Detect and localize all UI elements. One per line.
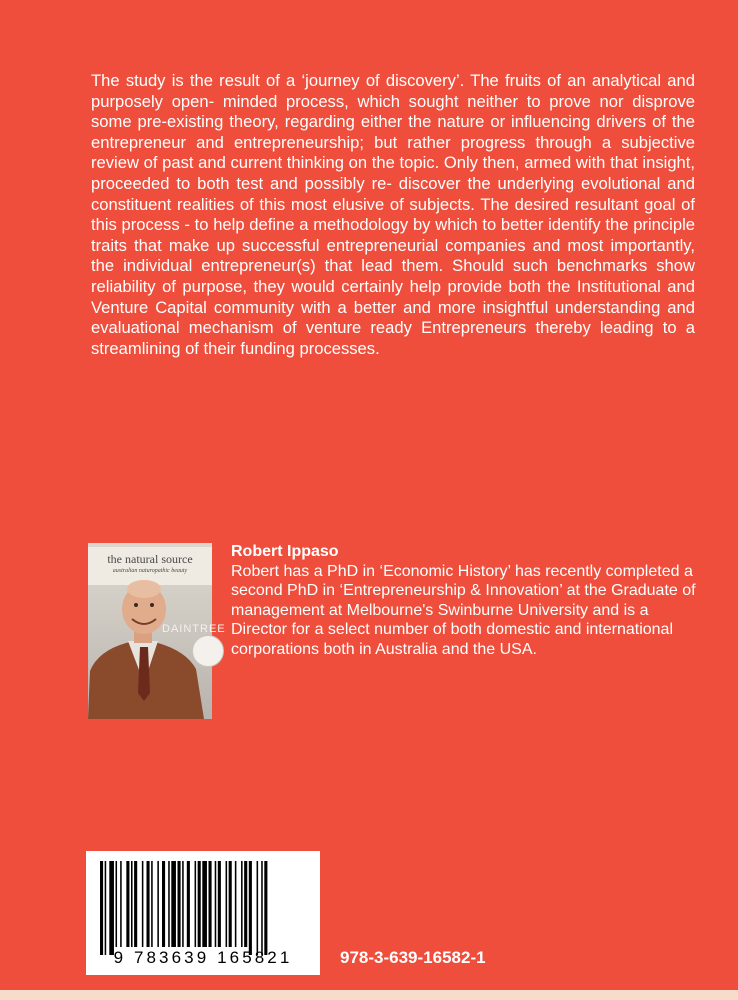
barcode-bar <box>261 861 263 955</box>
barcode-bar <box>182 861 184 947</box>
barcode-bar <box>109 861 114 955</box>
photo-sign-text: DAINTREE <box>162 623 226 635</box>
photo-banner-title: the natural source <box>107 552 193 566</box>
barcode-bar <box>116 861 118 947</box>
barcode-bar <box>142 861 144 947</box>
barcode-bar <box>171 861 176 947</box>
barcode-bar <box>151 861 153 947</box>
barcode-bar <box>249 861 252 955</box>
photo-banner-subtitle: australian naturopathic beauty <box>112 568 188 574</box>
barcode-bar <box>218 861 221 947</box>
barcode-bar <box>168 861 170 947</box>
barcode <box>86 851 320 975</box>
barcode-bar <box>209 861 212 947</box>
author-photo <box>88 543 226 719</box>
barcode-bar <box>131 861 133 947</box>
barcode-bar <box>235 861 237 947</box>
barcode-bar <box>198 861 201 947</box>
barcode-bar <box>241 861 243 947</box>
barcode-bar <box>257 861 259 955</box>
barcode-bar <box>244 861 247 947</box>
barcode-digits: 9 783639 165821 <box>113 948 293 967</box>
isbn-number: 978-3-639-16582-1 <box>340 948 486 967</box>
barcode-bar <box>126 861 129 947</box>
author-figure <box>88 543 212 719</box>
barcode-bar <box>134 861 137 947</box>
barcode-bar <box>195 861 197 947</box>
bottom-strip <box>0 990 738 1000</box>
barcode-bar <box>187 861 190 947</box>
barcode-bar <box>147 861 150 947</box>
author-name: Robert Ippaso <box>231 543 339 560</box>
barcode-bar <box>100 861 103 955</box>
barcode-bar <box>157 861 159 947</box>
barcode-bar <box>264 861 267 955</box>
barcode-bar <box>229 861 232 947</box>
author-bio: Robert has a PhD in ‘Economic History’ has recently completed a second PhD in ‘Entrepreneurship & Innovation’ at the Graduate of management at Melbourne's Swinburne University and is a Director for a select number of both domestic and international corporations both in Australia and the USA. <box>231 562 696 658</box>
back-cover-blurb: The study is the result of a ‘journey of discovery’. The fruits of an analytical and purposely open- minded process, which sought neither to prove nor disprove some pre-existing theory, regarding either the nature or influencing drivers of the entrepreneur and entrepreneurship; but rather progress through a subjective review of past and current thinking on the topic. Only then, armed with that insight, proceeded to both test and possibly re- discover the underlying evolutional and constituent realities of this most elusive of subjects. The desired resultant goal of this process - to help define a methodology by which to better identify the principle traits that make up successful entrepreneurial companies and most importantly, the individual entrepreneur(s) that lead them. Should such benchmarks show reliability of purpose, they would certainly help provide both the Institutional and Venture Capital community with a better and more insightful understanding and evaluational mechanism of venture ready Entrepreneurs thereby leading to a streamlining of their funding processes. <box>91 71 695 358</box>
barcode-bar <box>178 861 181 947</box>
barcode-bar <box>215 861 217 947</box>
barcode-bar <box>120 861 122 947</box>
barcode-bar <box>226 861 228 947</box>
barcode-bar <box>162 861 165 947</box>
barcode-bar <box>202 861 207 947</box>
barcode-bar <box>105 861 107 955</box>
author-bio-block <box>231 542 701 660</box>
